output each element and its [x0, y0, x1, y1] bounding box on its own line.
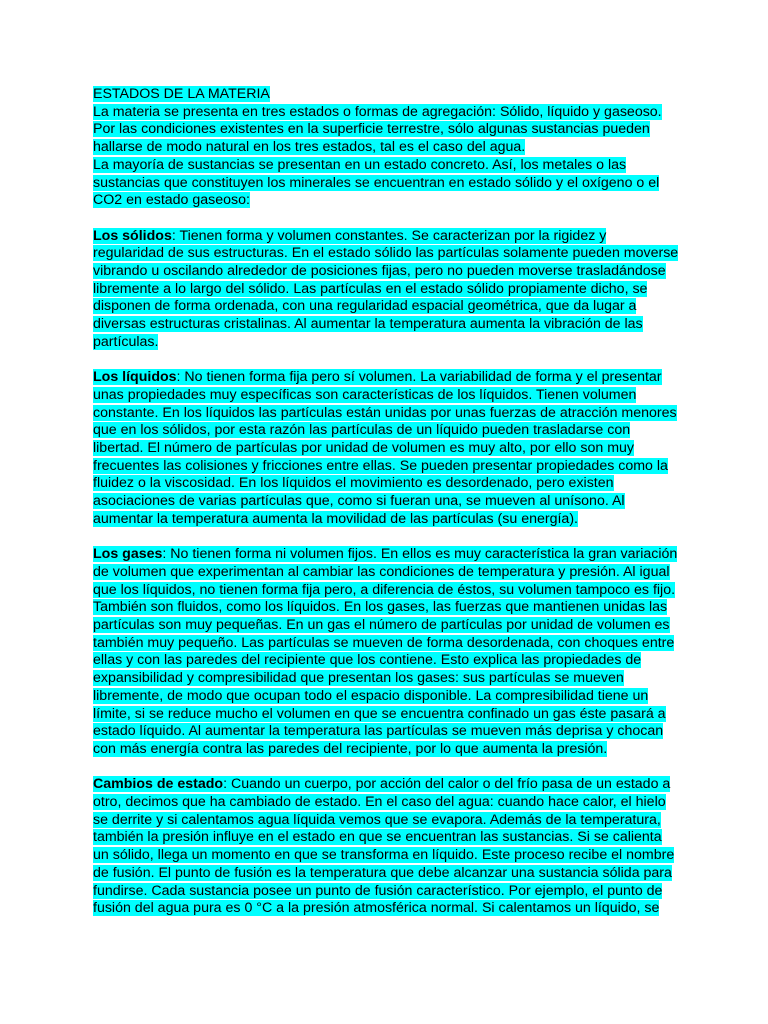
- section-cambios-de-estado: [93, 776, 681, 918]
- term-liquidos: Los líquidos: [93, 369, 177, 386]
- text-liquidos: : No tienen forma fija pero sí volumen. La variabilidad de forma y el presentar unas propiedades muy específicas son características de los líquidos. Tienen volumen constante. En los líquidos las partículas están unidas por unas fuerzas de atracción menores que en los sólidos, por esta razón las partículas de un líquido pueden trasladarse con libertad. El número de partículas por unidad de volumen es muy alto, por ello son muy frecuentes las colisiones y fricciones entre ellas. Se pueden presentar propiedades como la fluidez o la viscosidad. En los líquidos el movimiento es desordenado, pero existen asociaciones de varias partículas que, como si fueran una, se mueven al unísono. Al aumentar la temperatura aumenta la movilidad de las partículas (su energía).: [93, 369, 677, 527]
- intro-paragraph-2: [93, 157, 681, 210]
- text-cambios-de-estado: : Cuando un cuerpo, por acción del calor o del frío pasa de un estado a otro, decimos que ha cambiado de estado. En el caso del agua: cuando hace calor, el hielo se derrite y si calentamos agua líquida vemos que se evapora. Además de la temperatura, también la presión influye en el estado en que se encuentran las sustancias. Si se calienta un sólido, llega un momento en que se transforma en líquido. Este proceso recibe el nombre de fusión. El punto de fusión es la temperatura que debe alcanzar una sustancia sólida para fundirse. Cada sustancia posee un punto de fusión característico. Por ejemplo, el punto de fusión del agua pura es 0 °C a la presión atmosférica normal. Si calentamos un líquido, se: [93, 776, 675, 917]
- intro-paragraph-1: [93, 104, 681, 157]
- paragraph-gap: [93, 210, 681, 228]
- document-page: [93, 86, 681, 918]
- text-gases: : No tienen forma ni volumen fijos. En ellos es muy característica la gran variación de volumen que experimentan al cambiar las condiciones de temperatura y presión. Al igual que los líquidos, no tienen forma fija pero, a diferencia de éstos, su volumen tampoco es fijo. También son fluidos, como los líquidos. En los gases, las fuerzas que mantienen unidas las partículas son muy pequeñas. En un gas el número de partículas por unidad de volumen es también muy pequeño. Las partículas se mueven de forma desordenada, con choques entre ellas y con las paredes del recipiente que los contiene. Esto explica las propiedades de expansibilidad y compresibilidad que presentan los gases: sus partículas se mueven libremente, de modo que ocupan todo el espacio disponible. La compresibilidad tiene un límite, si se reduce mucho el volumen en que se encuentra confinado un gas éste pasará a estado líquido. Al aumentar la temperatura las partículas se mueven más deprisa y chocan con más energía contra las paredes del recipiente, por lo que aumenta la presión.: [93, 546, 678, 757]
- text-solidos: : Tienen forma y volumen constantes. Se caracterizan por la rigidez y regularidad de sus estructuras. En el estado sólido las partículas solamente pueden moverse vibrando u oscilando alrededor de posiciones fijas, pero no pueden moverse trasladándose libremente a lo largo del sólido. Las partículas en el estado sólido propiamente dicho, se disponen de forma ordenada, con una regularidad espacial geométrica, que da lugar a diversas estructuras cristalinas. Al aumentar la temperatura aumenta la vibración de las partículas.: [93, 227, 679, 350]
- section-liquidos: [93, 369, 681, 528]
- paragraph-gap: [93, 529, 681, 547]
- document-title: [93, 86, 681, 104]
- paragraph-gap: [93, 352, 681, 370]
- term-solidos: Los sólidos: [93, 227, 172, 244]
- term-cambios-de-estado: Cambios de estado: [93, 776, 224, 793]
- paragraph-gap: [93, 759, 681, 777]
- intro-text-2: La mayoría de sustancias se presentan en un estado concreto. Así, los metales o las sustancias que constituyen los minerales se encuentran en estado sólido y el oxígeno o el CO2 en estado gaseoso:: [93, 156, 660, 209]
- section-solidos: [93, 228, 681, 352]
- term-gases: Los gases: [93, 546, 163, 563]
- intro-text-1: La materia se presenta en tres estados o formas de agregación: Sólido, líquido y gaseoso. Por las condiciones existentes en la superficie terrestre, sólo algunas sustancias pueden hallarse de modo natural en los tres estados, tal es el caso del agua.: [93, 103, 662, 156]
- title-text: ESTADOS DE LA MATERIA: [93, 86, 270, 102]
- section-gases: [93, 546, 681, 758]
